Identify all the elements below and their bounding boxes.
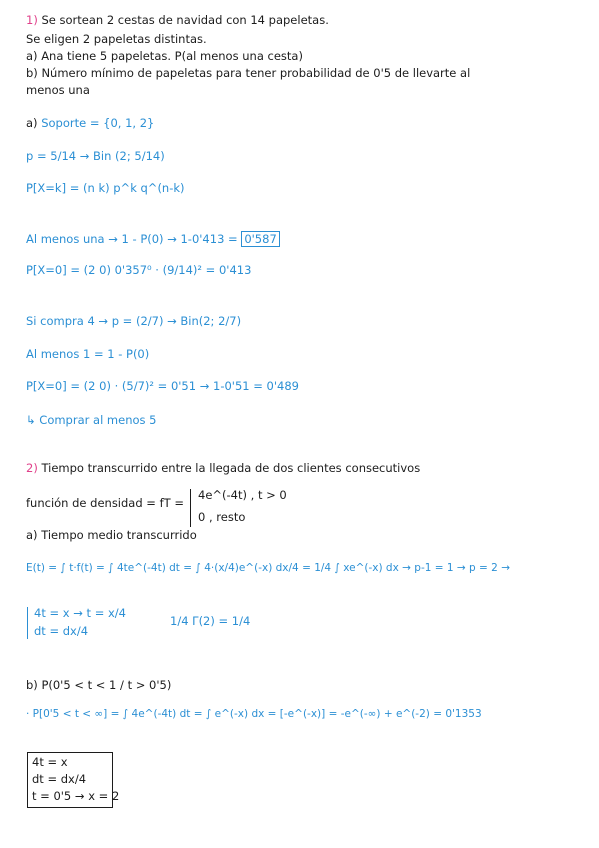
support-line: a) Soporte = {0, 1, 2} bbox=[26, 116, 155, 130]
problem1-statement: 1) Se sortean 2 cestas de navidad con 14 papeletas. bbox=[26, 13, 329, 27]
problem1-line2: Se eligen 2 papeletas distintas. bbox=[26, 32, 207, 46]
problem2-number: 2) bbox=[26, 461, 38, 475]
at-least-one-line: Al menos una → 1 - P(0) → 1-0'413 = 0'587 bbox=[26, 233, 280, 246]
density-brace bbox=[190, 489, 191, 527]
problem1-question-b-cont: menos una bbox=[26, 83, 90, 97]
part-b-calc: · P[0'5 < t < ∞] = ∫ 4e^(-4t) dt = ∫ e^(-x) dx = [-e^(-x)] = -e^(-∞) + e^(-2) = 0'1353 bbox=[26, 708, 482, 720]
density-case-1: 4e^(-4t) , t > 0 bbox=[198, 488, 287, 502]
problem1-number: 1) bbox=[26, 13, 38, 27]
p-zero-line-b: P[X=0] = (2 0) · (5/7)² = 0'51 → 1-0'51 = 0'489 bbox=[26, 379, 299, 393]
pmf-formula: P[X=k] = (n k) p^k q^(n-k) bbox=[26, 181, 185, 195]
conclusion-line: ↳ Comprar al menos 5 bbox=[26, 413, 157, 427]
problem2-statement: 2) Tiempo transcurrido entre la llegada de dos clientes consecutivos bbox=[26, 461, 421, 475]
p-zero-line-a: P[X=0] = (2 0) 0'357⁰ · (9/14)² = 0'413 bbox=[26, 263, 252, 277]
sub-b-1: 4t = x bbox=[32, 755, 68, 769]
binomial-line: p = 5/14 → Bin (2; 5/14) bbox=[26, 149, 165, 163]
sub-b-3: t = 0'5 → x = 2 bbox=[32, 789, 120, 803]
expectation-line: E(t) = ∫ t·f(t) = ∫ 4te^(-4t) dt = ∫ 4·(x/4)e^(-x) dx/4 = 1/4 ∫ xe^(-x) dx → p-1 = 1 → p = 2 → bbox=[26, 562, 510, 574]
density-case-2: 0 , resto bbox=[198, 510, 246, 524]
gamma-result: 1/4 Γ(2) = 1/4 bbox=[170, 614, 251, 628]
part-a-label: a) Tiempo medio transcurrido bbox=[26, 528, 197, 542]
problem1-question-a: a) Ana tiene 5 papeletas. P(al menos una cesta) bbox=[26, 49, 303, 63]
sub-b-2: dt = dx/4 bbox=[32, 772, 87, 786]
substitution-1: 4t = x → t = x/4 bbox=[34, 606, 126, 620]
density-label: función de densidad = fT = bbox=[26, 496, 184, 510]
part-b-label: b) P(0'5 < t < 1 / t > 0'5) bbox=[26, 678, 172, 692]
problem1-question-b: b) Número mínimo de papeletas para tener probabilidad de 0'5 de llevarte al bbox=[26, 66, 471, 80]
substitution-2: dt = dx/4 bbox=[34, 624, 89, 638]
at-least-one-b: Al menos 1 = 1 - P(0) bbox=[26, 347, 150, 361]
buy-four-line: Si compra 4 → p = (2/7) → Bin(2; 2/7) bbox=[26, 314, 242, 328]
substitution-brace bbox=[27, 607, 28, 639]
result-box: 0'587 bbox=[241, 231, 279, 247]
